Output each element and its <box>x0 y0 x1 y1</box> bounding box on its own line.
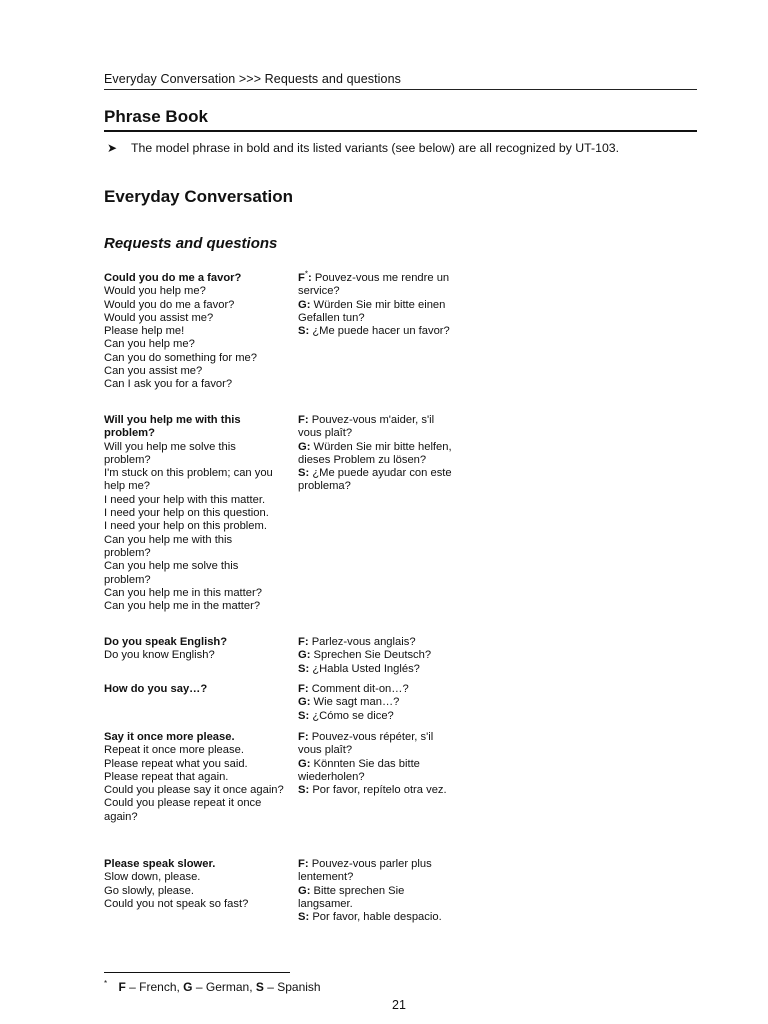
translation-line: wiederholen? <box>298 770 365 783</box>
variant-phrase: Please repeat what you said. <box>104 757 248 770</box>
translation-line: F: Parlez-vous anglais? <box>298 636 416 648</box>
language-code: S <box>298 911 306 924</box>
english-column <box>104 272 288 392</box>
english-column <box>104 858 288 911</box>
variant-phrase: Would you do me a favor? <box>104 298 235 311</box>
variant-phrase: Do you know English? <box>104 649 215 662</box>
variant-phrase: Can you help me in the matter? <box>104 600 261 613</box>
footnote-text: – German, <box>192 980 256 994</box>
translation-line: F: Pouvez-vous parler plus <box>298 858 432 870</box>
footnote-code: G <box>183 980 193 994</box>
variant-phrase: Can you assist me? <box>104 365 203 378</box>
arrowhead-bullet-icon: ➤ <box>107 141 118 155</box>
page-number: 21 <box>392 998 406 1012</box>
translation-line: vous plaît? <box>298 427 353 440</box>
translation-line: S: ¿Me puede ayudar con este <box>298 467 452 480</box>
footnote-marker: * <box>104 979 108 988</box>
translation-line: S: Por favor, hable despacio. <box>298 911 442 924</box>
variant-phrase: Slow down, please. <box>104 871 201 884</box>
variant-phrase: Could you please say it once again? <box>104 784 284 797</box>
english-column <box>104 636 288 663</box>
translation-text: Parlez-vous anglais? <box>311 636 416 648</box>
translation-line: S: ¿Cómo se dice? <box>298 709 394 722</box>
language-code: S <box>298 325 306 338</box>
footnote-text: – Spanish <box>263 980 321 994</box>
language-code: G <box>298 757 307 770</box>
model-phrase: Say it once more please. <box>104 731 235 743</box>
translation-column <box>298 414 468 494</box>
translation-line: G: Könnten Sie das bitte <box>298 757 420 770</box>
variant-phrase: Would you assist me? <box>104 311 214 324</box>
variant-phrase: Please repeat that again. <box>104 770 229 783</box>
language-code: S <box>298 467 306 480</box>
translation-line: langsamer. <box>298 897 353 910</box>
translation-text: ¿Cómo se dice? <box>312 709 394 722</box>
translation-text: Pouvez-vous me rendre un <box>314 272 450 284</box>
translation-line: S: ¿Me puede hacer un favor? <box>298 325 450 338</box>
footnote-mark: * <box>304 269 308 279</box>
english-column <box>104 731 288 824</box>
translation-column <box>298 683 468 723</box>
variant-phrase: Can you help me in this matter? <box>104 586 262 599</box>
language-code: F <box>298 858 305 870</box>
language-code: S <box>298 709 306 722</box>
translation-text: Comment dit-on…? <box>311 683 409 695</box>
translation-line: G: Sprechen Sie Deutsch? <box>298 649 432 662</box>
translation-text: Würden Sie mir bitte helfen, <box>313 440 452 453</box>
variant-phrase: I need your help on this question. <box>104 507 269 520</box>
language-code: F <box>298 636 305 648</box>
intro-bullet-text: The model phrase in bold and its listed variants (see below) are all recognized by UT-103. <box>131 141 620 155</box>
translation-text: Pouvez-vous répéter, s'il <box>311 731 434 743</box>
variant-phrase: Can you help me solve this problem? <box>104 560 239 586</box>
translation-line: service? <box>298 285 340 298</box>
section-title: Phrase Book <box>104 107 208 126</box>
language-code: S <box>298 784 306 797</box>
variant-phrase: Can you help me with this problem? <box>104 533 233 559</box>
language-code: F <box>298 731 305 743</box>
variant-phrase: Could you not speak so fast? <box>104 897 249 910</box>
variant-phrase: Please help me! <box>104 325 185 338</box>
variant-phrase: I'm stuck on this problem; can you help me? <box>104 467 273 493</box>
language-code: G <box>298 696 307 709</box>
language-code: G <box>298 649 307 662</box>
variant-phrase: Go slowly, please. <box>104 884 194 897</box>
footnote-text: – French, <box>125 980 184 994</box>
translation-text: ¿Me puede hacer un favor? <box>312 325 450 338</box>
translation-text: Por favor, repítelo otra vez. <box>312 784 447 797</box>
model-phrase: Could you do me a favor? <box>104 272 242 284</box>
footnote <box>104 979 321 994</box>
translation-line: vous plaît? <box>298 744 353 757</box>
translation-text: Pouvez-vous parler plus <box>311 858 432 870</box>
translation-line: F: Pouvez-vous répéter, s'il <box>298 731 434 743</box>
translation-line: lentement? <box>298 871 354 884</box>
translation-column <box>298 636 468 676</box>
variant-phrase: Would you help me? <box>104 285 206 298</box>
language-code: G <box>298 298 307 311</box>
model-phrase: Please speak slower. <box>104 858 216 870</box>
model-phrase: Will you help me with this problem? <box>104 414 241 440</box>
translation-text: ¿Me puede ayudar con este <box>312 467 452 480</box>
translation-line: F: Comment dit-on…? <box>298 683 409 695</box>
english-column <box>104 414 254 441</box>
variant-phrase: I need your help on this problem. <box>104 520 267 533</box>
translation-text: Pouvez-vous m'aider, s'il <box>311 414 435 426</box>
translation-line: G: Wie sagt man…? <box>298 696 400 709</box>
language-code: F <box>298 272 305 284</box>
variant-phrase: Repeat it once more please. <box>104 744 244 757</box>
section-rule <box>104 130 697 132</box>
translation-line: F: Pouvez-vous m'aider, s'il <box>298 414 435 426</box>
header-rule <box>104 89 697 90</box>
model-phrase: How do you say…? <box>104 683 208 695</box>
language-code: G <box>298 884 307 897</box>
translation-column <box>298 269 468 338</box>
translation-text: Bitte sprechen Sie <box>313 884 405 897</box>
translation-column <box>298 731 468 797</box>
translation-text: Por favor, hable despacio. <box>312 911 442 924</box>
english-column <box>104 441 288 614</box>
translation-line: problema? <box>298 480 351 493</box>
variant-phrase: Can you do something for me? <box>104 351 257 364</box>
translation-text: Sprechen Sie Deutsch? <box>313 649 432 662</box>
intro-bullet <box>107 141 619 155</box>
subsection-title: Requests and questions <box>104 235 278 252</box>
variant-phrase: Could you please repeat it once again? <box>104 797 262 823</box>
english-column <box>104 683 288 696</box>
translation-text: ¿Habla Usted Inglés? <box>312 662 420 675</box>
language-code: F <box>298 414 305 426</box>
translation-line: Gefallen tun? <box>298 311 365 324</box>
translation-line: S: Por favor, repítelo otra vez. <box>298 784 447 797</box>
language-code: S <box>298 662 306 675</box>
running-header: Everyday Conversation >>> Requests and questions <box>104 72 401 86</box>
translation-text: Könnten Sie das bitte <box>313 757 420 770</box>
model-phrase: Do you speak English? <box>104 636 228 648</box>
language-code: F <box>298 683 305 695</box>
translation-line: dieses Problem zu lösen? <box>298 453 427 466</box>
language-code: G <box>298 440 307 453</box>
translation-line: G: Würden Sie mir bitte helfen, <box>298 440 452 453</box>
variant-phrase: Can I ask you for a favor? <box>104 378 233 391</box>
footnote-code: S <box>255 980 264 994</box>
translation-column <box>298 858 468 924</box>
translation-line: G: Bitte sprechen Sie <box>298 884 405 897</box>
translation-text: Würden Sie mir bitte einen <box>313 298 446 311</box>
variant-phrase: Will you help me solve this problem? <box>104 440 236 466</box>
footnote-code: F <box>118 980 126 994</box>
variant-phrase: Can you help me? <box>104 338 195 351</box>
translation-line: F*: Pouvez-vous me rendre un <box>298 269 450 284</box>
translation-text: Wie sagt man…? <box>313 696 400 709</box>
translation-line: G: Würden Sie mir bitte einen <box>298 298 446 311</box>
translation-line: S: ¿Habla Usted Inglés? <box>298 662 420 675</box>
variant-phrase: I need your help with this matter. <box>104 493 266 506</box>
chapter-title: Everyday Conversation <box>104 187 293 206</box>
footnote-rule <box>104 972 290 973</box>
